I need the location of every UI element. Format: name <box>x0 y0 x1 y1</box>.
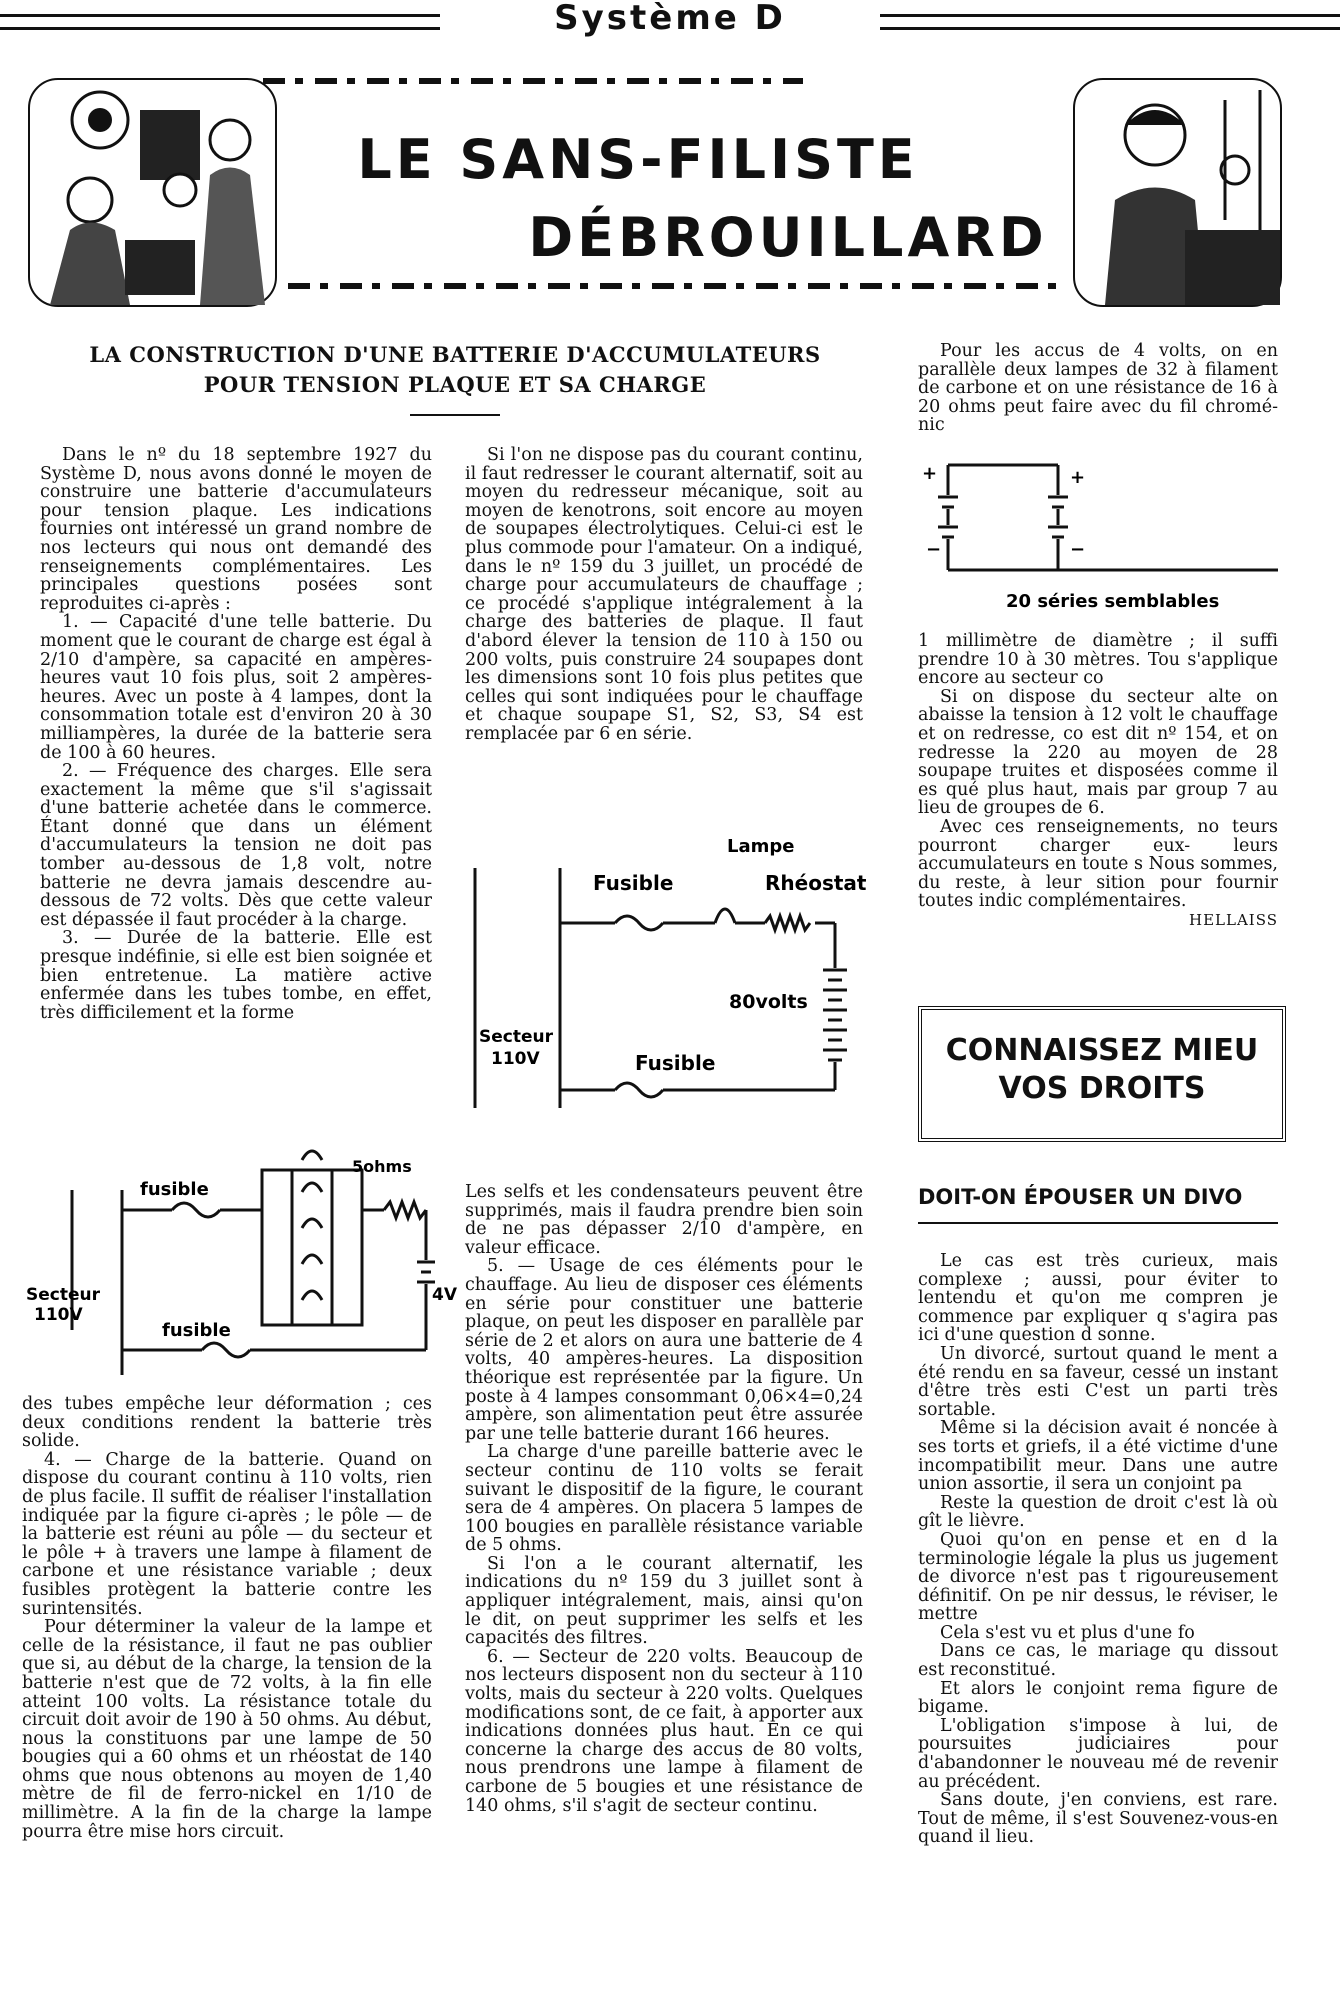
sidebar-box-line2: VOS DROITS <box>998 1071 1206 1106</box>
col1-paragraph: 2. — Fréquence des charges. Elle sera exactement la même que s'il s'agissait d'une batterie achetée dans le commerce. Étant donné que dans un élément d'accumulateurs la tension ne doit pas tomber au-dessous de 1,8 volt, notre batterie ne devra jamais descendre au-dessous de 72 volts. Dès que cette valeur est dépassée il faut procéder à la charge. <box>40 761 432 930</box>
sidebar-paragraph: Sans doute, j'en conviens, est rare. Tout de même, il s'est Souvenez-vous-en quand il lieu. <box>918 1790 1278 1848</box>
col2-paragraph: 6. — Secteur de 220 volts. Beaucoup de nos lecteurs disposent non du secteur à 110 volts, mais du secteur à 220 volts. Quelques modifications sont, de ce fait, à apporter aux indications données plus haut. En ce qui concerne la charge des accus de 80 volts, nous prendrons une lampe à filament de carbone de 5 bougies et une résistance de 140 ohms, s'il s'agit de secteur continu. <box>465 1646 863 1816</box>
fig2-source-voltage: 110V <box>34 1305 83 1325</box>
masthead-rule-left <box>0 14 440 30</box>
sidebar-paragraph: Même si la décision avait é noncée à ses torts et griefs, il a été victime d'une incompatibilit meur. Dans une autre union assortie, il sera un conjoint pa <box>918 1418 1278 1495</box>
fig1-source-voltage: 110V <box>491 1049 540 1069</box>
sidebar-paragraph: Quoi qu'on en pense et en d la terminologie légale la plus us jugement de divorce n'est pas t rigoureusement définitif. On pe nir dessus, le réviser, le mettre <box>918 1529 1278 1625</box>
fig1-lamp-label: Lampe <box>727 836 795 857</box>
sidebar-heading-rule <box>918 1222 1278 1224</box>
svg-text:+: + <box>1070 467 1086 488</box>
svg-text:−: − <box>1070 539 1086 560</box>
fig2-resistor-label: 5ohms <box>352 1157 412 1176</box>
sidebar-body <box>918 1252 1278 1847</box>
illustration-man-at-bench <box>1073 78 1282 307</box>
col1-paragraph: 3. — Durée de la batterie. Elle est presque indéfinie, si elle est bien soignée et bien entretenue. La matière active enfermée dans les tubes tombe, en effet, très difficilement et la forme <box>40 928 432 1023</box>
col3-paragraph: Si on dispose du secteur alte on abaisse la tension à 12 volt le chauffage et on redresse, co est dit nº 154, et on redresse la 220 au moyen de 28 soupape truites et disposées comme il es qué plus haut, mais par group 7 au lieu de groupes de 6. <box>918 686 1278 819</box>
figure-4v-charging-circuit <box>22 1150 457 1380</box>
column-2-bottom <box>465 1183 863 1815</box>
banner-title-line1: LE SANS-FILISTE <box>357 128 919 191</box>
article-heading <box>40 340 870 416</box>
col3-paragraph: Avec ces renseignements, no teurs pourront charger eux- leurs accumulateurs en toute s Nous sommes, du reste, à leur sition pour fournir toutes indic complémentaires. <box>918 816 1278 912</box>
sidebar-paragraph: Reste la question de droit c'est là où gît le lièvre. <box>918 1492 1278 1532</box>
sidebar-paragraph: Dans ce cas, le mariage qu dissout est reconstitué. <box>918 1641 1278 1681</box>
col2-paragraph: Si l'on a le courant alternatif, les indications du nº 159 du 3 juillet sont à appliquer intégralement, mais, ainsi qu'on le dit, on peut supprimer les selfs et les capacités des filtres. <box>465 1553 863 1649</box>
column-1-top <box>40 446 432 1022</box>
column-3-top <box>918 342 1278 435</box>
col2-paragraph: La charge d'une pareille batterie avec le secteur continu de 110 volts se ferait suivant le dispositif de la figure, le courant sera de 4 ampères. On placera 5 lampes de 100 bougies en parallèle résistance variable de 5 ohms. <box>465 1442 863 1556</box>
sidebar-paragraph: Et alors le conjoint rema figure de bigame. <box>918 1678 1278 1718</box>
banner-deco-bottom <box>288 283 1058 289</box>
col3-paragraph: Pour les accus de 4 volts, on en parallèle deux lampes de 32 à filament de carbone et on une résistance de 16 à 20 ohms peut faire avec du fil chromé-nic <box>918 341 1278 436</box>
col1-paragraph: 1. — Capacité d'une telle batterie. Du moment que le courant de charge est égal à 2/10 d'ampère, sa capacité en ampères-heures vaut 10 fois plus, soit 2 ampères-heures. Avec un poste à 4 lampes, dont la consommation totale est d'environ 20 à 30 milliampères, la durée de la batterie sera de 100 à 60 heures. <box>40 612 432 763</box>
col2-paragraph: 5. — Usage de ces éléments pour le chauffage. Au lieu de disposer ces éléments en série pour constituer une batterie plaque, on peut les disposer en parallèle par série de 2 et alors on aura une batterie de 4 volts, 40 ampères-heures. La disposition théorique est représentée par la figure. Un poste à 4 lampes consommant 0,06×4=0,24 ampère, son alimentation peut être assurée par une telle batterie durant 166 heures. <box>465 1256 863 1444</box>
sidebar-box-line1: CONNAISSEZ MIEU <box>945 1033 1259 1068</box>
figure-parallel-series <box>918 455 1278 620</box>
sidebar-paragraph: Le cas est très curieux, mais complexe ; aussi, pour éviter to lentendu et qu'on me compren je commence par expliquer q s'agira pas ici d'une question d sonne. <box>918 1251 1278 1346</box>
banner-deco-top <box>263 78 803 84</box>
col1-paragraph: Dans le nº du 18 septembre 1927 du Système D, nous avons donné le moyen de construire une batterie d'accumulateurs pour tension plaque. Les indications fournies ont intéressé un grand nombre de nos lecteurs qui nous ont demandé des renseignements complémentaires. Les principales questions posées sont reproduites ci-après : <box>40 445 432 614</box>
masthead-title: Système D <box>554 0 786 38</box>
column-1-bottom <box>22 1395 432 1841</box>
sidebar-paragraph: L'obligation s'impose à lui, de poursuites judiciaires pour d'abandonner le nouveau mé de revenir au précédent. <box>918 1715 1278 1792</box>
fig2-battery-label: 4V <box>432 1285 457 1305</box>
col1-paragraph: Pour déterminer la valeur de la lampe et celle de la résistance, il faut ne pas oublier que si, au début de la charge, la tension de la batterie n'est que de 72 volts, à la fin elle atteint 100 volts. La résistance totale du circuit doit avoir de 190 à 50 ohms. Au début, nous la constituons par une lampe de 50 bougies qui a 60 ohms et un rhéostat de 140 ohms que nous obtenons au moyen de 1,40 mètre de fil de ferro-nickel en 1/10 de millimètre. A la fin de la charge la lampe pourra être mise hors circuit. <box>22 1617 432 1842</box>
masthead <box>0 0 1340 44</box>
fig1-rheostat-label: Rhéostat <box>765 871 867 895</box>
illustration-family-radio <box>28 78 277 307</box>
col2-paragraph: Si l'on ne dispose pas du courant continu, il faut redresser le courant alternatif, soit au moyen du redresseur mécanique, soit au moyen de kenotrons, soit encore au moyen de soupapes électrolytiques. Celui-ci est le plus commode pour l'amateur. On a indiqué, dans le nº 159 du 3 juillet, un procédé de charge pour accumulateurs de chauffage ; ce procédé s'applique intégralement à la charge des batteries de plaque. Il faut d'abord élever la tension de 110 à 150 ou 200 volts, puis construire 24 soupapes dont les dimensions sont 10 fois plus petites que celles qui sont indiquées pour le chauffage et chaque soupape S1, S2, S3, S4 est remplacée par 6 en série. <box>465 445 863 744</box>
banner <box>28 68 1278 318</box>
col3-paragraph: 1 millimètre de diamètre ; il suffi prendre 10 à 30 mètres. Tou s'applique encore au secteur co <box>918 631 1278 689</box>
article-signature: HELLAISS <box>1189 910 1278 929</box>
col1-paragraph: 4. — Charge de la batterie. Quand on dispose du courant continu à 110 volts, rien de plus facile. Il suffit de réaliser l'installation indiquée par la figure ci-après ; le pôle — de la batterie est réuni au pôle — du secteur et le pôle + à travers une lampe à filament de carbone et une résistance variable ; deux fusibles protègent la batterie contre les surintensités. <box>22 1449 432 1619</box>
column-3-mid <box>918 632 1278 930</box>
fig1-source-label: Secteur <box>479 1027 553 1047</box>
masthead-rule-right <box>880 14 1340 30</box>
svg-text:−: − <box>926 539 942 560</box>
fig3-caption: 20 séries semblables <box>1006 591 1220 612</box>
col2-paragraph: Les selfs et les condensateurs peuvent être supprimés, mais il faudra prendre bien soin de ne pas dépasser 2/10 d'ampère, en valeur efficace. <box>465 1182 863 1258</box>
fig2-source-label: Secteur <box>26 1285 100 1305</box>
article-heading-line1: LA CONSTRUCTION D'UNE BATTERIE D'ACCUMULATEURS <box>89 342 821 367</box>
article-heading-line2: POUR TENSION PLAQUE ET SA CHARGE <box>203 372 707 397</box>
heading-rule <box>410 414 500 416</box>
fig1-fuse-top-label: Fusible <box>593 871 674 895</box>
figure-80v-charging-circuit <box>465 828 875 1118</box>
col1-paragraph: des tubes empêche leur déformation ; ces deux conditions rendent la batterie très solide. <box>22 1394 432 1452</box>
sidebar-paragraph: Un divorcé, surtout quand le ment a été rendu en sa faveur, cessé un instant d'être très esti C'est un parti très sortable. <box>918 1343 1278 1420</box>
fig2-fuse-top-label: fusible <box>140 1179 209 1200</box>
sidebar-paragraph: Cela s'est vu et plus d'une fo <box>940 1622 1195 1643</box>
banner-title-line2: DÉBROUILLARD <box>528 206 1048 269</box>
fig1-fuse-bottom-label: Fusible <box>635 1051 716 1075</box>
svg-text:+: + <box>922 463 938 484</box>
fig2-fuse-bottom-label: fusible <box>162 1320 231 1341</box>
fig1-battery-label: 80volts <box>729 991 808 1013</box>
sidebar-title-box <box>918 1006 1286 1142</box>
column-2-top <box>465 446 863 744</box>
sidebar-heading: DOIT-ON ÉPOUSER UN DIVO <box>918 1185 1243 1209</box>
